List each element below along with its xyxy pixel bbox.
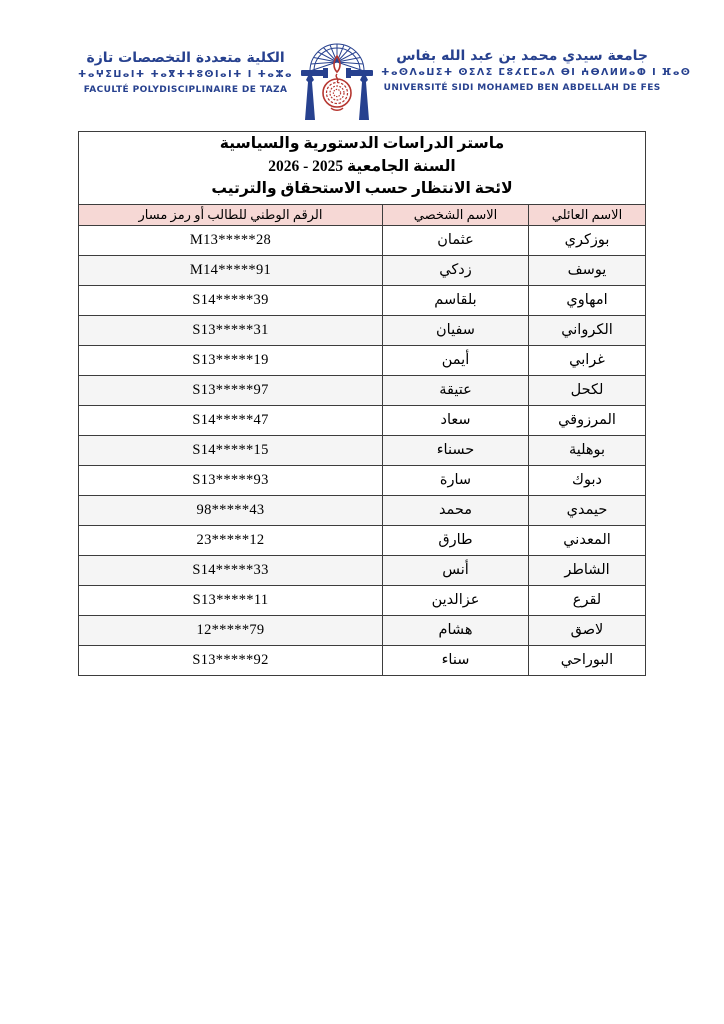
student-id-header: الرقم الوطني للطالب أو رمز مسار xyxy=(79,204,383,225)
first-name-cell: سعاد xyxy=(383,405,529,435)
student-id-cell: S13*****97 xyxy=(79,375,383,405)
family-name-cell: يوسف xyxy=(529,255,646,285)
student-id-cell: 23*****12 xyxy=(79,525,383,555)
table-row xyxy=(79,405,646,435)
first-name-cell: سارة xyxy=(383,465,529,495)
student-id-cell: S14*****47 xyxy=(79,405,383,435)
first-name-cell: طارق xyxy=(383,525,529,555)
first-name-cell: أيمن xyxy=(383,345,529,375)
table-header-row xyxy=(79,204,646,225)
table-row xyxy=(79,495,646,525)
table-row xyxy=(79,255,646,285)
first-name-cell: سناء xyxy=(383,645,529,675)
family-name-cell: البوراحي xyxy=(529,645,646,675)
student-id-cell: M13*****28 xyxy=(79,225,383,255)
student-id-cell: 12*****79 xyxy=(79,615,383,645)
table-row xyxy=(79,345,646,375)
table-row xyxy=(79,615,646,645)
first-name-cell: أنس xyxy=(383,555,529,585)
table-row xyxy=(79,315,646,345)
student-id-cell: S13*****11 xyxy=(79,585,383,615)
student-id-cell: S13*****19 xyxy=(79,345,383,375)
family-name-cell: غرابي xyxy=(529,345,646,375)
university-logo xyxy=(293,38,381,122)
family-name-cell: الشاطر xyxy=(529,555,646,585)
family-name-cell: المعدني xyxy=(529,525,646,555)
document-title-cell xyxy=(79,132,646,205)
table-row xyxy=(79,285,646,315)
title-row xyxy=(79,132,646,205)
faculty-name-french: FACULTÉ POLYDISCIPLINAIRE DE TAZA xyxy=(83,85,288,96)
table-row xyxy=(79,525,646,555)
table-row xyxy=(79,225,646,255)
first-name-cell: عتيقة xyxy=(383,375,529,405)
first-name-cell: محمد xyxy=(383,495,529,525)
family-name-cell: بوزكري xyxy=(529,225,646,255)
family-name-cell: حيمدي xyxy=(529,495,646,525)
student-id-cell: S13*****31 xyxy=(79,315,383,345)
university-block xyxy=(381,48,692,94)
master-title: ماستر الدراسات الدستورية والسياسية xyxy=(219,135,505,152)
first-name-cell: عزالدين xyxy=(383,585,529,615)
list-subtitle: لائحة الانتظار حسب الاستحقاق والترتيب xyxy=(211,180,513,197)
family-name-cell: بوهلية xyxy=(529,435,646,465)
family-name-header: الاسم العائلي xyxy=(529,204,646,225)
first-name-cell: حسناء xyxy=(383,435,529,465)
table-row xyxy=(79,645,646,675)
first-name-cell: عثمان xyxy=(383,225,529,255)
table-row xyxy=(79,555,646,585)
table-row xyxy=(79,435,646,465)
family-name-cell: الكرواني xyxy=(529,315,646,345)
student-id-cell: S14*****39 xyxy=(79,285,383,315)
academic-year: السنة الجامعية 2025 - 2026 xyxy=(268,157,456,175)
letterhead xyxy=(78,42,692,122)
first-name-cell: بلقاسم xyxy=(383,285,529,315)
faculty-name-tifinagh: ⵜⴰⵖⵉⵡⴰⵏⵜ ⵜⴰⴳⵜⵜⵓⵙⵏⴰⵏⵜ ⵏ ⵜⴰⵣⴰ xyxy=(78,69,294,81)
student-id-cell: S14*****15 xyxy=(79,435,383,465)
faculty-block xyxy=(78,50,293,95)
table-row xyxy=(79,375,646,405)
student-id-cell: S13*****92 xyxy=(79,645,383,675)
first-name-header: الاسم الشخصي xyxy=(383,204,529,225)
family-name-cell: دبوك xyxy=(529,465,646,495)
faculty-name-arabic: الكلية متعددة التخصصات تازة xyxy=(86,50,285,66)
family-name-cell: لاصق xyxy=(529,615,646,645)
first-name-cell: زدكي xyxy=(383,255,529,285)
student-id-cell: S14*****33 xyxy=(79,555,383,585)
student-id-cell: 98*****43 xyxy=(79,495,383,525)
university-name-tifinagh: ⵜⴰⵙⴷⴰⵡⵉⵜ ⵙⵉⴷⵉ ⵎⵓⵃⵎⵎⴰⴷ ⴱⵏ ⵄⴱⴷⵍⵍⴰⵀ ⵏ ⴼⴰⵙ xyxy=(381,67,692,79)
university-name-french: UNIVERSITÉ SIDI MOHAMED BEN ABDELLAH DE FES xyxy=(383,83,661,94)
gate-emblem-icon xyxy=(293,38,381,122)
waitlist-body xyxy=(79,225,646,675)
family-name-cell: امهاوي xyxy=(529,285,646,315)
university-name-arabic: جامعة سيدي محمد بن عبد الله بفاس xyxy=(396,48,648,64)
family-name-cell: لقرع xyxy=(529,585,646,615)
first-name-cell: سفيان xyxy=(383,315,529,345)
student-id-cell: S13*****93 xyxy=(79,465,383,495)
family-name-cell: لكحل xyxy=(529,375,646,405)
waiting-list-table xyxy=(78,131,646,676)
student-id-cell: M14*****91 xyxy=(79,255,383,285)
first-name-cell: هشام xyxy=(383,615,529,645)
table-row xyxy=(79,585,646,615)
table-row xyxy=(79,465,646,495)
family-name-cell: المرزوقي xyxy=(529,405,646,435)
